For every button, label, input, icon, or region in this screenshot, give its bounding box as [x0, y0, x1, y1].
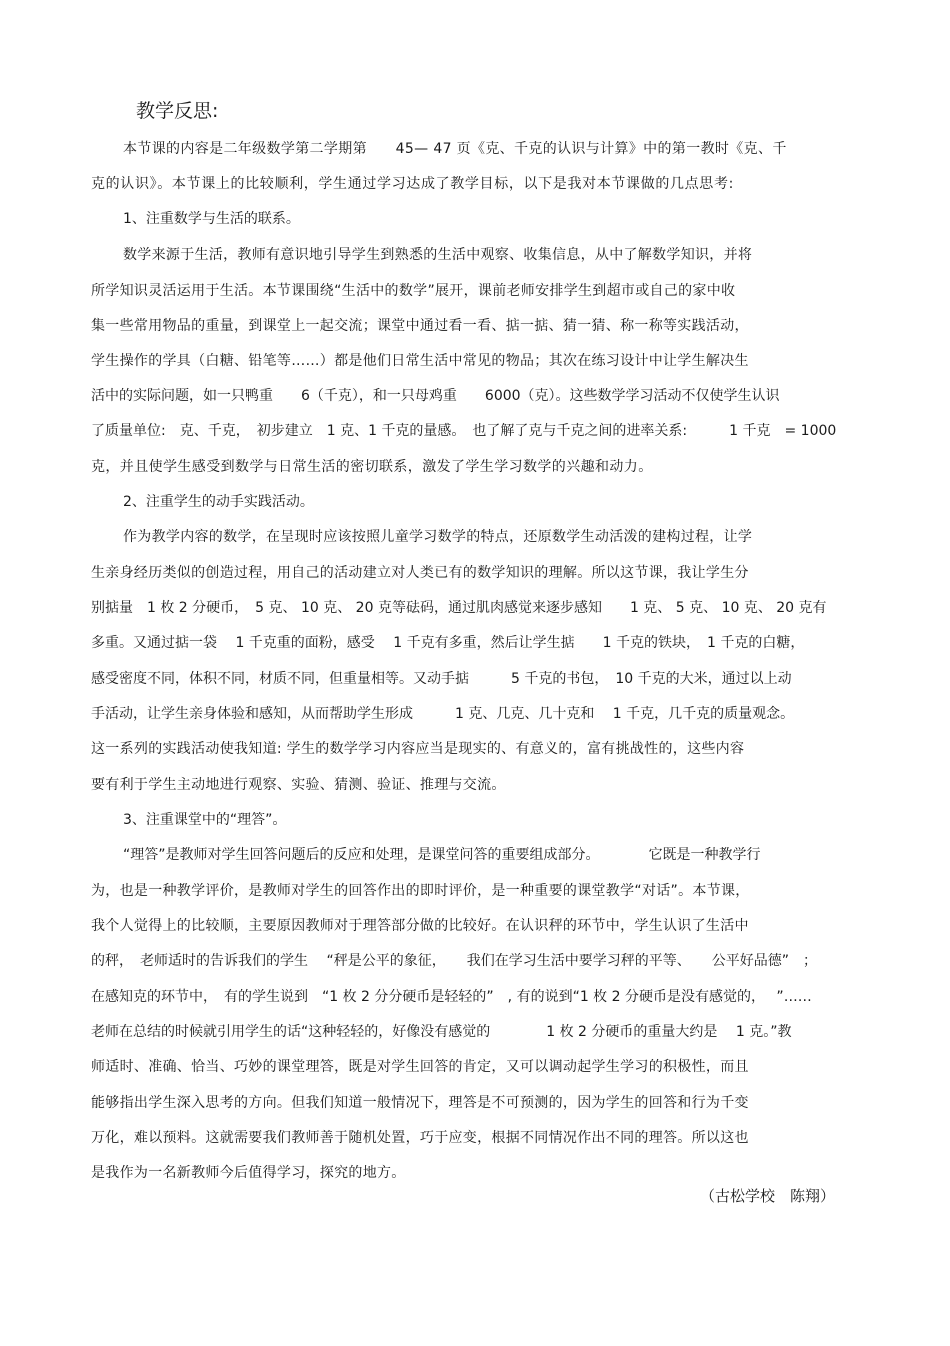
section-heading: 1、注重数学与生活的联系。 [123, 211, 300, 227]
paragraph-line: 手活动，让学生亲身体验和感知，从而帮助学生形成 1 克、几克、几十克和 1 千克，几千克的质量观念。 [91, 706, 795, 722]
paragraph-line: 能够指出学生深入思考的方向。但我们知道一般情况下，理答是不可预测的，因为学生的回答和行为千变 [91, 1095, 749, 1111]
paragraph-line: 在感知克的环节中， 有的学生说到 “1 枚 2 分分硬币是轻轻的” , 有的说到“1 枚 2 分硬币是没有感觉的， ”…… [91, 989, 812, 1005]
paragraph-line: 了质量单位: 克、千克， 初步建立 1 克、1 千克的量感。 也了解了克与千克之间的进率关系: 1 千克 = 1000 [91, 423, 837, 439]
paragraph-line: 万化，难以预料。这就需要我们教师善于随机处置，巧于应变，根据不同情况作出不同的理答。所以这也 [91, 1130, 749, 1146]
paragraph-line: 这一系列的实践活动使我知道: 学生的数学学习内容应当是现实的、有意义的，富有挑战性的，这些内容 [91, 741, 745, 757]
section-heading: 3、注重课堂中的“理答”。 [123, 812, 287, 828]
paragraph-line: 师适时、准确、恰当、巧妙的课堂理答，既是对学生回答的肯定，又可以调动起学生学习的积极性，而且 [91, 1059, 749, 1075]
paragraph-line: 别掂量 1 枚 2 分硬币， 5 克、 10 克、 20 克等砝码，通过肌肉感觉来逐步感知 1 克、 5 克、 10 克、 20 克有 [91, 600, 827, 616]
paragraph-line: 生亲身经历类似的创造过程，用自己的活动建立对人类已有的数学知识的理解。所以这节课，我让学生分 [91, 565, 749, 581]
paragraph-line: 要有利于学生主动地进行观察、实验、猜测、验证、推理与交流。 [91, 777, 506, 793]
paragraph-line: 集一些常用物品的重量，到课堂上一起交流；课堂中通过看一看、掂一掂、猜一猜、称一称等实践活动， [91, 318, 749, 334]
paragraph-line: 学生操作的学具（白糖、铅笔等……）都是他们日常生活中常见的物品；其次在练习设计中让学生解决生 [91, 353, 749, 369]
paragraph-line: 是我作为一名新教师今后值得学习，探究的地方。 [91, 1165, 406, 1181]
section-heading: 2、注重学生的动手实践活动。 [123, 494, 314, 510]
paragraph-line: 克，并且使学生感受到数学与日常生活的密切联系，激发了学生学习数学的兴趣和动力。 [91, 459, 653, 475]
page-title: 教学反思: [136, 100, 219, 122]
paragraph-line: 多重。又通过掂一袋 1 千克重的面粉，感受 1 千克有多重，然后让学生掂 1 千克的铁块， 1 千克的白糖， [91, 635, 805, 651]
paragraph-line: 本节课的内容是二年级数学第二学期第 45— 47 页《克、千克的认识与计算》中的第一教时《克、千 [123, 141, 787, 157]
paragraph-line: 活中的实际问题，如一只鸭重 6（千克），和一只母鸡重 6000（克）。这些数学学习活动不仅使学生认识 [91, 388, 780, 404]
paragraph-line: 作为教学内容的数学，在呈现时应该按照儿童学习数学的特点，还原数学生动活泼的建构过程，让学 [123, 529, 753, 545]
paragraph-line: 为，也是一种教学评价，是教师对学生的回答作出的即时评价，是一种重要的课堂教学“对话”。本节课， [91, 883, 750, 899]
author-signature: （古松学校 陈翔） [700, 1187, 836, 1205]
paragraph-line: 感受密度不同，体积不同，材质不同，但重量相等。又动手掂 5 千克的书包， 10 千克的大米，通过以上动 [91, 671, 792, 687]
paragraph-line: 的秤， 老师适时的告诉我们的学生 “秤是公平的象征， 我们在学习生活中要学习秤的平等、 公平好品德” ； [91, 953, 817, 969]
paragraph-line: 数学来源于生活，教师有意识地引导学生到熟悉的生活中观察、收集信息，从中了解数学知识，并将 [123, 247, 753, 263]
paragraph-line: “理答”是教师对学生回答问题后的反应和处理，是课堂问答的重要组成部分。 它既是一种教学行 [123, 847, 761, 863]
paragraph-line: 克的认识》。本节课上的比较顺利，学生通过学习达成了教学目标，以下是我对本节课做的几点思考: [91, 176, 734, 192]
paragraph-line: 所学知识灵活运用于生活。本节课围绕“生活中的数学”展开，课前老师安排学生到超市或自己的家中收 [91, 283, 736, 299]
paragraph-line: 我个人觉得上的比较顺，主要原因教师对于理答部分做的比较好。在认识秤的环节中，学生认识了生活中 [91, 918, 749, 934]
paragraph-line: 老师在总结的时候就引用学生的话“这种轻轻的，好像没有感觉的 1 枚 2 分硬币的重量大约是 1 克。”教 [91, 1024, 792, 1040]
